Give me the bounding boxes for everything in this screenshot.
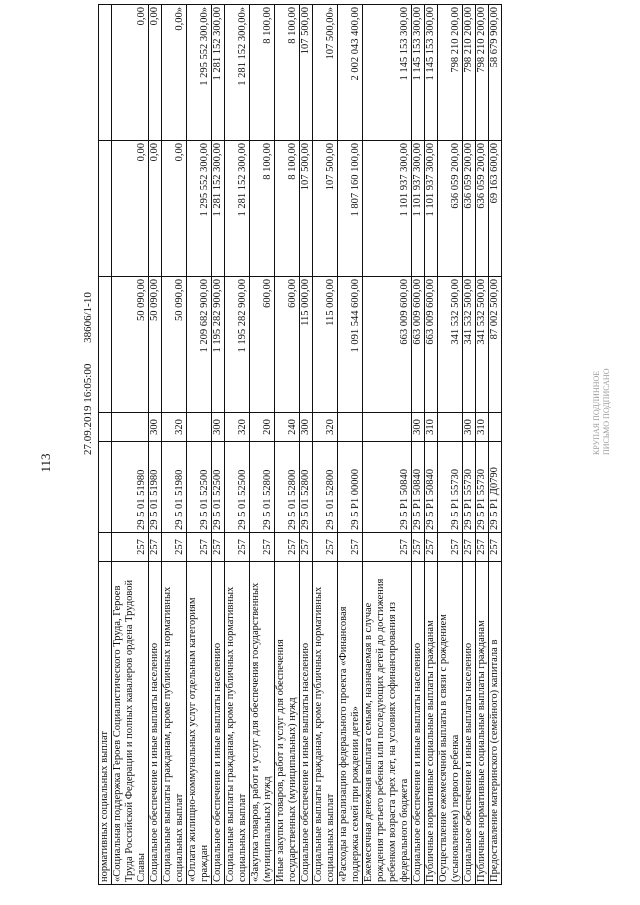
row-code: 257: [425, 533, 438, 562]
row-name: Предоставление материнского (семейного) капитала в: [489, 562, 502, 885]
row-name: Ежемесячная денежная выплата семьям, назначаемая в случае рождения третьего ребенка или последующих детей до достижения ребенком возраста трех лет, на условиях софинансирования из федерального бюджета: [363, 562, 412, 885]
row-amount-2: [99, 141, 112, 277]
row-amount-3: 1 281 152 300,00»: [225, 5, 250, 141]
row-expense-type: [489, 413, 502, 442]
row-name: нормативных социальных выплат: [99, 562, 112, 885]
table-row: [463, 5, 476, 885]
row-code: 257: [300, 533, 313, 562]
row-amount-3: 1 295 552 300,00»: [187, 5, 212, 141]
row-code: 257: [275, 533, 300, 562]
row-expense-type: 320: [313, 413, 338, 442]
row-expense-type: 310: [476, 413, 489, 442]
row-code: 257: [162, 533, 187, 562]
row-amount-2: 69 163 600,00: [489, 141, 502, 277]
table-row: [250, 5, 275, 885]
row-amount-1: 1 195 282 900,00: [225, 277, 250, 413]
footer-timestamp: 27.09.2019 16:05:00: [82, 363, 94, 455]
table-row: [300, 5, 313, 885]
row-amount-3: 798 210 200,00: [438, 5, 463, 141]
table-row: [149, 5, 162, 885]
row-expense-type: 200: [250, 413, 275, 442]
row-amount-3: 1 145 153 300,00: [412, 5, 425, 141]
row-amount-1: 115 000,00: [313, 277, 338, 413]
row-amount-1: 50 090,00: [149, 277, 162, 413]
row-expense-type: [187, 413, 212, 442]
row-name: Социальное обеспечение и иные выплаты населению: [412, 562, 425, 885]
row-amount-3: [99, 5, 112, 141]
row-expense-type: 300: [412, 413, 425, 442]
table-row: [99, 5, 112, 885]
row-amount-2: 0,00: [162, 141, 187, 277]
row-amount-1: 341 532 500,00: [463, 277, 476, 413]
row-amount-2: 636 059 200,00: [463, 141, 476, 277]
row-expense-type: 320: [162, 413, 187, 442]
row-name: «Оплата жилищно-коммунальных услуг отдельным категориям граждан: [187, 562, 212, 885]
row-name: Публичные нормативные социальные выплаты гражданам: [476, 562, 489, 885]
row-amount-1: 663 009 600,00: [425, 277, 438, 413]
row-amount-3: 1 145 153 300,00: [363, 5, 412, 141]
row-name: Социальное обеспечение и иные выплаты населению: [463, 562, 476, 885]
row-amount-3: 798 210 200,00: [463, 5, 476, 141]
row-target-article: 29 5 P1 Д0790: [489, 442, 502, 533]
row-expense-type: 240: [275, 413, 300, 442]
row-amount-1: 87 002 500,00: [489, 277, 502, 413]
row-amount-3: 8 100,00: [275, 5, 300, 141]
row-amount-2: 0,00: [112, 141, 149, 277]
row-code: 257: [212, 533, 225, 562]
table-row: [212, 5, 225, 885]
row-code: 257: [476, 533, 489, 562]
row-amount-2: 8 100,00: [275, 141, 300, 277]
row-amount-3: 0,00: [112, 5, 149, 141]
row-target-article: 29 5 P1 50840: [363, 442, 412, 533]
row-target-article: 29 5 01 51980: [112, 442, 149, 533]
row-name: «Социальная поддержка Героев Социалистического Труда, Героев Труда Российской Федерации и полных кавалеров ордена Трудовой Славы: [112, 562, 149, 885]
row-expense-type: 320: [225, 413, 250, 442]
row-name: Социальное обеспечение и иные выплаты населению: [300, 562, 313, 885]
row-amount-3: 2 002 043 400,00: [338, 5, 363, 141]
row-amount-2: 636 059 200,00: [476, 141, 489, 277]
budget-table: [98, 4, 502, 885]
row-amount-3: 8 100,00: [250, 5, 275, 141]
row-target-article: 29 5 P1 50840: [425, 442, 438, 533]
table-row: [187, 5, 212, 885]
row-amount-2: 1 807 160 100,00: [338, 141, 363, 277]
table-row: [412, 5, 425, 885]
row-amount-3: 58 679 900,00: [489, 5, 502, 141]
table-row: [275, 5, 300, 885]
row-code: 257: [225, 533, 250, 562]
row-amount-3: 1 281 152 300,00: [212, 5, 225, 141]
row-name: Иные закупки товаров, работ и услуг для обеспечения государственных (муниципальных) нужд: [275, 562, 300, 885]
row-code: 257: [438, 533, 463, 562]
row-expense-type: 300: [300, 413, 313, 442]
table-row: [112, 5, 149, 885]
row-target-article: 29 5 01 51980: [162, 442, 187, 533]
row-amount-3: 107 500,00»: [313, 5, 338, 141]
row-code: 257: [338, 533, 363, 562]
footer: [82, 274, 94, 455]
row-code: 257: [149, 533, 162, 562]
row-expense-type: [112, 413, 149, 442]
table-row: [162, 5, 187, 885]
row-amount-2: 107 500,00: [313, 141, 338, 277]
row-code: 257: [187, 533, 212, 562]
row-target-article: 29 5 P1 55730: [438, 442, 463, 533]
row-name: Социальное обеспечение и иные выплаты населению: [212, 562, 225, 885]
row-amount-1: 341 532 500,00: [476, 277, 489, 413]
row-target-article: 29 5 01 52800: [313, 442, 338, 533]
row-amount-1: 50 090,00: [112, 277, 149, 413]
row-amount-1: 663 009 600,00: [363, 277, 412, 413]
row-amount-2: 1 281 152 300,00: [212, 141, 225, 277]
row-code: 257: [463, 533, 476, 562]
table-row: [476, 5, 489, 885]
row-target-article: 29 5 01 52800: [300, 442, 313, 533]
row-target-article: 29 5 01 52500: [225, 442, 250, 533]
row-amount-1: 600,00: [275, 277, 300, 413]
row-amount-1: 600,00: [250, 277, 275, 413]
row-amount-3: 107 500,00: [300, 5, 313, 141]
row-amount-1: 1 209 682 900,00: [187, 277, 212, 413]
row-amount-1: 115 000,00: [300, 277, 313, 413]
row-code: 257: [250, 533, 275, 562]
row-amount-2: 8 100,00: [250, 141, 275, 277]
row-name: Социальные выплаты гражданам, кроме публичных нормативных социальных выплат: [162, 562, 187, 885]
row-expense-type: 300: [149, 413, 162, 442]
row-amount-3: 1 145 153 300,00: [425, 5, 438, 141]
row-amount-2: 1 101 937 300,00: [425, 141, 438, 277]
table-row: [363, 5, 412, 885]
table-row: [489, 5, 502, 885]
row-code: 257: [112, 533, 149, 562]
row-code: 257: [313, 533, 338, 562]
row-target-article: 29 5 01 52500: [212, 442, 225, 533]
page-number: 113: [38, 453, 53, 473]
table-row: [338, 5, 363, 885]
row-target-article: 29 5 P1 55730: [476, 442, 489, 533]
row-amount-1: 50 090,00: [162, 277, 187, 413]
budget-table-body: [99, 5, 502, 885]
table-row: [438, 5, 463, 885]
row-target-article: [99, 442, 112, 533]
row-target-article: 29 5 P1 50840: [412, 442, 425, 533]
row-amount-1: 341 532 500,00: [438, 277, 463, 413]
row-target-article: 29 5 01 52800: [275, 442, 300, 533]
row-amount-2: 1 101 937 300,00: [412, 141, 425, 277]
row-name: Публичные нормативные социальные выплаты гражданам: [425, 562, 438, 885]
row-amount-1: 1 091 544 600,00: [338, 277, 363, 413]
row-amount-2: 1 101 937 300,00: [363, 141, 412, 277]
row-target-article: 29 5 P1 00000: [338, 442, 363, 533]
row-name: Социальные выплаты гражданам, кроме публичных нормативных социальных выплат: [225, 562, 250, 885]
row-expense-type: [338, 413, 363, 442]
table-row: [313, 5, 338, 885]
row-name: Осуществление ежемесячной выплаты в связи с рождением (усыновлением) первого ребенка: [438, 562, 463, 885]
row-name: «Закупка товаров, работ и услуг для обеспечения государственных (муниципальных) нужд: [250, 562, 275, 885]
row-name: Социальные выплаты гражданам, кроме публичных нормативных социальных выплат: [313, 562, 338, 885]
row-amount-1: 663 009 600,00: [412, 277, 425, 413]
row-code: [99, 533, 112, 562]
row-amount-2: 1 281 152 300,00: [225, 141, 250, 277]
budget-table-wrapper: [98, 7, 568, 885]
row-target-article: 29 5 P1 55730: [463, 442, 476, 533]
stamp-text: КРУПАЯ ПОДЛИННОЕ ПИСЬМО ПОДПИСАНО: [592, 368, 611, 455]
row-expense-type: [438, 413, 463, 442]
row-target-article: 29 5 01 51980: [149, 442, 162, 533]
row-amount-1: 1 195 282 900,00: [212, 277, 225, 413]
row-amount-3: 0,00: [149, 5, 162, 141]
row-expense-type: [99, 413, 112, 442]
row-expense-type: 300: [463, 413, 476, 442]
row-amount-2: 1 295 552 300,00: [187, 141, 212, 277]
table-row: [225, 5, 250, 885]
table-row: [425, 5, 438, 885]
row-code: 257: [489, 533, 502, 562]
row-name: «Расходы на реализацию федерального проекта «Финансовая поддержка семей при рождении детей»: [338, 562, 363, 885]
row-amount-3: 0,00»: [162, 5, 187, 141]
footer-doc-code: 38606/1-10: [82, 292, 94, 343]
row-target-article: 29 5 01 52500: [187, 442, 212, 533]
row-amount-2: 0,00: [149, 141, 162, 277]
row-name: Социальное обеспечение и иные выплаты населению: [149, 562, 162, 885]
row-code: 257: [412, 533, 425, 562]
row-amount-2: 636 059 200,00: [438, 141, 463, 277]
row-code: 257: [363, 533, 412, 562]
row-amount-2: 107 500,00: [300, 141, 313, 277]
row-target-article: 29 5 01 52800: [250, 442, 275, 533]
row-expense-type: [363, 413, 412, 442]
row-amount-3: 798 210 200,00: [476, 5, 489, 141]
row-expense-type: 300: [212, 413, 225, 442]
row-expense-type: 310: [425, 413, 438, 442]
row-amount-1: [99, 277, 112, 413]
